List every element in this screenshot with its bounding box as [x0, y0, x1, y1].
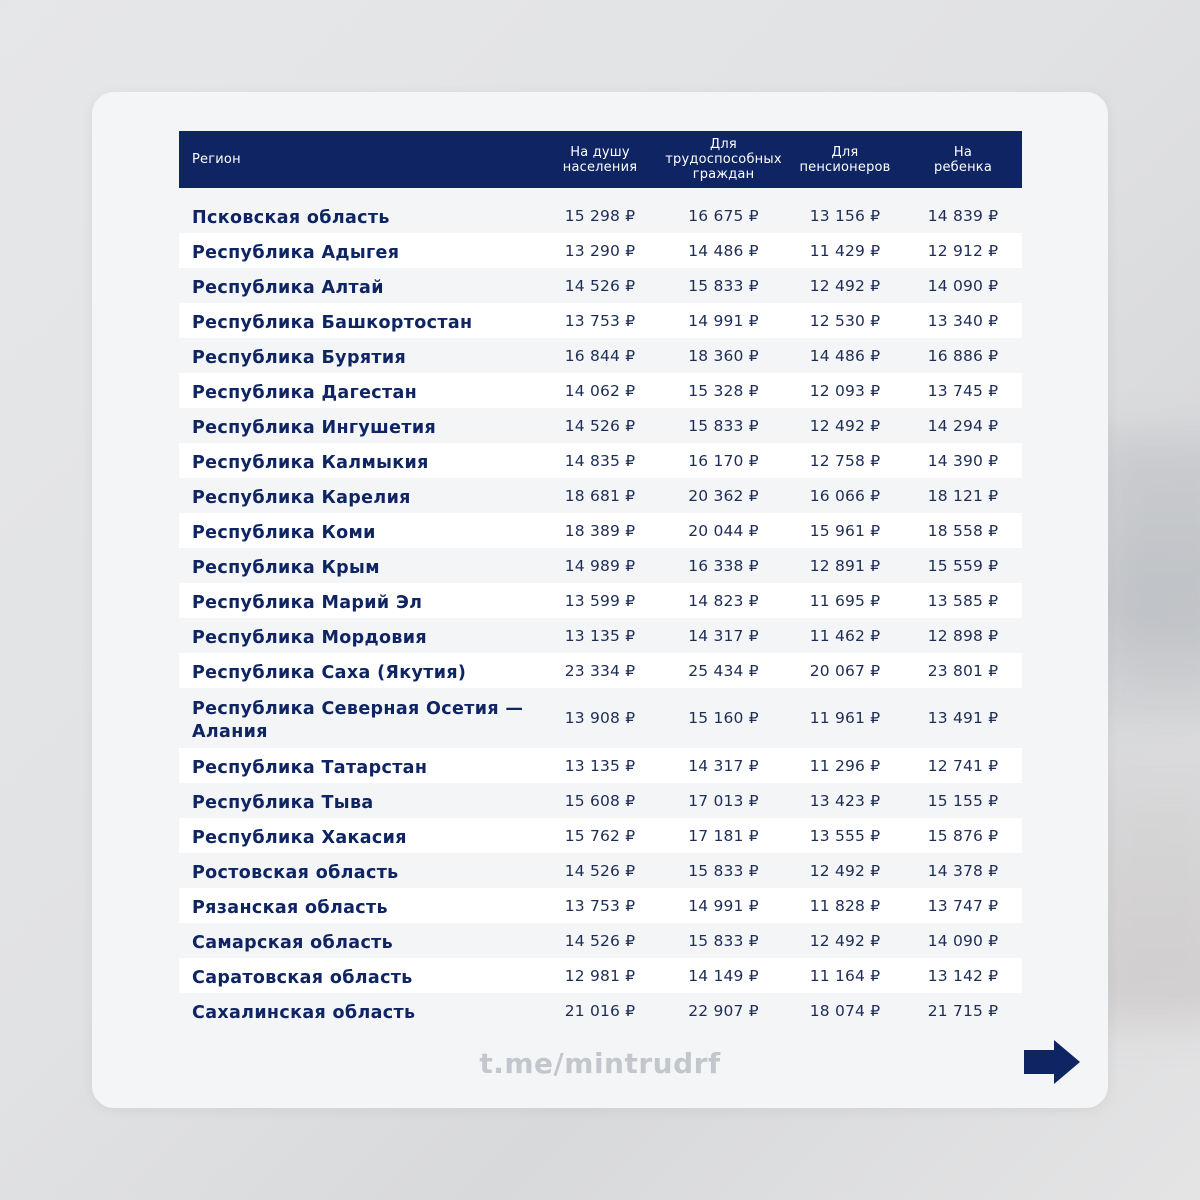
- cell-children: 15 155 ₽: [927, 791, 999, 810]
- cell-region: Республика Крым: [192, 557, 380, 578]
- table-row: [179, 408, 1022, 443]
- cell-pensioners: 15 961 ₽: [809, 521, 881, 540]
- cell-region: Республика Калмыкия: [192, 452, 429, 473]
- background-blur: [1100, 430, 1200, 730]
- arrow-right-icon[interactable]: [1022, 1038, 1082, 1086]
- cell-per-capita: 13 135 ₽: [564, 626, 636, 645]
- cell-children: 15 876 ₽: [927, 826, 999, 845]
- cell-children: 18 558 ₽: [927, 521, 999, 540]
- cell-pensioners: 11 164 ₽: [809, 966, 881, 985]
- cell-pensioners: 12 492 ₽: [809, 416, 881, 435]
- cell-working: 15 160 ₽: [688, 709, 759, 727]
- cell-children: 21 715 ₽: [927, 1001, 999, 1020]
- cell-working: 16 170 ₽: [688, 451, 759, 470]
- table-row: [179, 958, 1022, 993]
- cell-region: Псковская область: [192, 207, 390, 228]
- cell-per-capita: 14 526 ₽: [564, 416, 636, 435]
- cell-working: 20 362 ₽: [688, 486, 759, 505]
- table-row: [179, 583, 1022, 618]
- cell-region: Ростовская область: [192, 862, 399, 883]
- cell-region: Республика Карелия: [192, 487, 411, 508]
- cell-per-capita: 18 681 ₽: [564, 486, 636, 505]
- cell-per-capita: 14 526 ₽: [564, 861, 636, 880]
- cell-region: Республика Татарстан: [192, 757, 428, 778]
- cell-children: 13 491 ₽: [927, 709, 999, 727]
- cell-working: 17 181 ₽: [688, 826, 759, 845]
- cell-working: 16 675 ₽: [688, 206, 759, 225]
- cell-pensioners: 11 695 ₽: [809, 591, 881, 610]
- cell-working: 17 013 ₽: [688, 791, 759, 810]
- table-row: [179, 233, 1022, 268]
- table-row: [179, 373, 1022, 408]
- cell-working: 15 328 ₽: [688, 381, 759, 400]
- cell-pensioners: 18 074 ₽: [809, 1001, 881, 1020]
- cell-per-capita: 13 753 ₽: [564, 896, 636, 915]
- cell-working: 15 833 ₽: [688, 861, 759, 880]
- cell-region: Республика Коми: [192, 522, 376, 543]
- cell-pensioners: 11 828 ₽: [809, 896, 881, 915]
- cell-working: 16 338 ₽: [688, 556, 759, 575]
- cell-per-capita: 13 753 ₽: [564, 311, 636, 330]
- content-card: [92, 92, 1108, 1108]
- cell-working: 14 823 ₽: [688, 591, 759, 610]
- arrow-shape: [1024, 1040, 1080, 1084]
- cell-pensioners: 13 156 ₽: [809, 206, 881, 225]
- cell-region: Республика Бурятия: [192, 347, 407, 368]
- cell-per-capita: 13 599 ₽: [564, 591, 636, 610]
- cell-children: 14 378 ₽: [927, 861, 999, 880]
- cell-per-capita: 14 835 ₽: [564, 451, 636, 470]
- table-row: [179, 818, 1022, 853]
- cell-children: 14 090 ₽: [927, 931, 999, 950]
- table-row: [179, 853, 1022, 888]
- cell-working: 14 486 ₽: [688, 241, 759, 260]
- cell-per-capita: 21 016 ₽: [564, 1001, 636, 1020]
- cell-region: Саратовская область: [192, 967, 413, 988]
- cell-per-capita: 13 908 ₽: [564, 709, 636, 727]
- table-body: [179, 198, 1022, 1028]
- table-header: [179, 131, 1022, 188]
- table-row: [179, 303, 1022, 338]
- cell-region: Республика Тыва: [192, 792, 374, 813]
- cell-pensioners: 12 492 ₽: [809, 276, 881, 295]
- table-row: [179, 923, 1022, 958]
- cell-children: 14 390 ₽: [927, 451, 999, 470]
- cell-children: 13 745 ₽: [927, 381, 999, 400]
- cell-working: 14 317 ₽: [688, 756, 759, 775]
- cell-region: Республика Мордовия: [192, 627, 427, 648]
- cell-per-capita: 13 290 ₽: [564, 241, 636, 260]
- header-region: Регион: [192, 152, 241, 167]
- header-pensioners: Для пенсионеров: [799, 144, 891, 175]
- table-row: [179, 888, 1022, 923]
- table-row: [179, 783, 1022, 818]
- cell-children: 12 912 ₽: [927, 241, 999, 260]
- cell-per-capita: 23 334 ₽: [564, 661, 636, 680]
- cell-region: Республика Башкортостан: [192, 312, 473, 333]
- cell-region: Республика Ингушетия: [192, 417, 437, 438]
- cell-working: 14 991 ₽: [688, 311, 759, 330]
- cell-per-capita: 14 062 ₽: [564, 381, 636, 400]
- cell-working: 15 833 ₽: [688, 416, 759, 435]
- cell-children: 12 741 ₽: [927, 756, 999, 775]
- cell-per-capita: 14 526 ₽: [564, 931, 636, 950]
- cell-region: Республика Саха (Якутия): [192, 662, 467, 683]
- cell-per-capita: 15 762 ₽: [564, 826, 636, 845]
- cell-children: 23 801 ₽: [927, 661, 999, 680]
- cell-per-capita: 12 981 ₽: [564, 966, 636, 985]
- cell-pensioners: 16 066 ₽: [809, 486, 881, 505]
- table-row: [179, 653, 1022, 688]
- table-row: [179, 338, 1022, 373]
- table-row: [179, 548, 1022, 583]
- table-row: [179, 688, 1022, 748]
- cell-region: Республика Северная Осетия — Алания: [192, 698, 524, 742]
- cell-pensioners: 13 555 ₽: [809, 826, 881, 845]
- cell-working: 15 833 ₽: [688, 931, 759, 950]
- cell-region: Сахалинская область: [192, 1002, 416, 1023]
- cell-working: 18 360 ₽: [688, 346, 759, 365]
- cell-children: 13 340 ₽: [927, 311, 999, 330]
- header-children: На ребенка: [934, 144, 992, 175]
- cell-per-capita: 18 389 ₽: [564, 521, 636, 540]
- cell-per-capita: 14 526 ₽: [564, 276, 636, 295]
- cell-working: 22 907 ₽: [688, 1001, 759, 1020]
- table-row: [179, 748, 1022, 783]
- telegram-link[interactable]: t.me/mintrudrf: [479, 1047, 721, 1080]
- cell-per-capita: 15 608 ₽: [564, 791, 636, 810]
- cell-working: 14 149 ₽: [688, 966, 759, 985]
- cell-working: 15 833 ₽: [688, 276, 759, 295]
- cell-children: 18 121 ₽: [927, 486, 999, 505]
- cell-region: Республика Дагестан: [192, 382, 418, 403]
- cell-children: 15 559 ₽: [927, 556, 999, 575]
- cell-working: 20 044 ₽: [688, 521, 759, 540]
- cell-pensioners: 20 067 ₽: [809, 661, 881, 680]
- cell-region: Рязанская область: [192, 897, 388, 918]
- cell-working: 14 991 ₽: [688, 896, 759, 915]
- cell-children: 12 898 ₽: [927, 626, 999, 645]
- cell-pensioners: 11 462 ₽: [809, 626, 881, 645]
- header-per-capita: На душу населения: [562, 144, 638, 175]
- cell-working: 25 434 ₽: [688, 661, 759, 680]
- cell-region: Республика Марий Эл: [192, 592, 423, 613]
- cell-pensioners: 12 492 ₽: [809, 861, 881, 880]
- cell-pensioners: 12 891 ₽: [809, 556, 881, 575]
- table-row: [179, 198, 1022, 233]
- cell-children: 16 886 ₽: [927, 346, 999, 365]
- cell-region: Республика Адыгея: [192, 242, 400, 263]
- subsistence-table: [179, 131, 1022, 1028]
- cell-region: Республика Хакасия: [192, 827, 407, 848]
- cell-pensioners: 12 758 ₽: [809, 451, 881, 470]
- table-row: [179, 478, 1022, 513]
- cell-pensioners: 11 429 ₽: [809, 241, 881, 260]
- cell-per-capita: 14 989 ₽: [564, 556, 636, 575]
- table-row: [179, 993, 1022, 1028]
- cell-region: Республика Алтай: [192, 277, 384, 298]
- table-row: [179, 443, 1022, 478]
- cell-per-capita: 16 844 ₽: [564, 346, 636, 365]
- table-row: [179, 513, 1022, 548]
- cell-per-capita: 15 298 ₽: [564, 206, 636, 225]
- cell-children: 13 142 ₽: [927, 966, 999, 985]
- cell-children: 13 585 ₽: [927, 591, 999, 610]
- cell-pensioners: 11 961 ₽: [809, 709, 881, 727]
- cell-region: Самарская область: [192, 932, 394, 953]
- cell-pensioners: 12 530 ₽: [809, 311, 881, 330]
- cell-pensioners: 12 492 ₽: [809, 931, 881, 950]
- cell-pensioners: 13 423 ₽: [809, 791, 881, 810]
- cell-children: 14 090 ₽: [927, 276, 999, 295]
- header-working: Для трудоспособных граждан: [665, 137, 782, 182]
- table-row: [179, 268, 1022, 303]
- cell-per-capita: 13 135 ₽: [564, 756, 636, 775]
- cell-pensioners: 14 486 ₽: [809, 346, 881, 365]
- cell-pensioners: 11 296 ₽: [809, 756, 881, 775]
- cell-children: 14 839 ₽: [927, 206, 999, 225]
- cell-pensioners: 12 093 ₽: [809, 381, 881, 400]
- cell-children: 14 294 ₽: [927, 416, 999, 435]
- table-row: [179, 618, 1022, 653]
- cell-children: 13 747 ₽: [927, 896, 999, 915]
- cell-working: 14 317 ₽: [688, 626, 759, 645]
